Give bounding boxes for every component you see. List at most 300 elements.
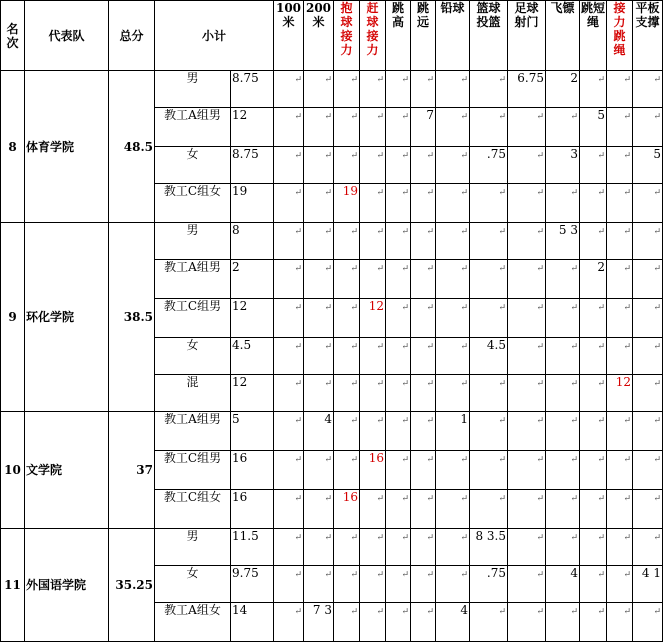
paragraph-mark-icon: ↵: [324, 112, 333, 122]
paragraph-mark-icon: ↵: [653, 379, 662, 389]
score-cell: [546, 451, 580, 490]
paragraph-mark-icon: ↵: [426, 533, 435, 543]
team-total: 35.25: [109, 529, 155, 642]
paragraph-mark-icon: ↵: [294, 494, 303, 504]
score-cell: [546, 71, 580, 108]
score-cell: [470, 603, 508, 642]
score-cell: [274, 108, 304, 147]
score-cell: [411, 223, 436, 260]
paragraph-mark-icon: ↵: [426, 379, 435, 389]
score-cell: [580, 260, 607, 299]
header-total: 总分: [109, 1, 155, 71]
header-event: 100米: [274, 1, 304, 71]
score-cell: [304, 529, 334, 566]
score-cell: [470, 451, 508, 490]
score-cell: [546, 338, 580, 375]
category-cell: 男: [155, 529, 231, 566]
score-value: 5: [653, 147, 662, 161]
score-cell: [546, 260, 580, 299]
score-cell: [580, 451, 607, 490]
score-value: 2: [570, 71, 579, 85]
score-cell: [633, 71, 663, 108]
score-cell: [274, 603, 304, 642]
score-cell: [386, 338, 411, 375]
team-name: 文学院: [25, 412, 109, 529]
score-cell: [607, 529, 633, 566]
paragraph-mark-icon: ↵: [460, 533, 469, 543]
score-cell: [304, 566, 334, 603]
score-cell: [334, 529, 360, 566]
paragraph-mark-icon: ↵: [350, 75, 359, 85]
paragraph-mark-icon: ↵: [376, 75, 385, 85]
score-value: 7: [426, 108, 435, 122]
paragraph-mark-icon: ↵: [376, 227, 385, 237]
paragraph-mark-icon: ↵: [350, 379, 359, 389]
header-rank: 名次: [1, 1, 25, 71]
score-cell: [436, 71, 470, 108]
score-cell: [607, 603, 633, 642]
paragraph-mark-icon: ↵: [653, 264, 662, 274]
score-cell: [274, 412, 304, 451]
header-event: 跳短绳: [580, 1, 607, 71]
score-cell: [508, 147, 546, 184]
paragraph-mark-icon: ↵: [623, 533, 632, 543]
paragraph-mark-icon: ↵: [653, 227, 662, 237]
paragraph-mark-icon: ↵: [350, 570, 359, 580]
paragraph-mark-icon: ↵: [350, 416, 359, 426]
score-cell: [470, 108, 508, 147]
paragraph-mark-icon: ↵: [426, 303, 435, 313]
paragraph-mark-icon: ↵: [653, 112, 662, 122]
score-cell: [304, 412, 334, 451]
subtotal-cell: 14: [231, 603, 274, 642]
score-cell: [546, 566, 580, 603]
score-cell: [274, 147, 304, 184]
paragraph-mark-icon: ↵: [597, 416, 606, 426]
score-value: 7 3: [312, 603, 333, 617]
score-value: 4.5: [486, 338, 507, 352]
subtotal-cell: 12: [231, 299, 274, 338]
paragraph-mark-icon: ↵: [570, 342, 579, 352]
paragraph-mark-icon: ↵: [460, 151, 469, 161]
score-cell: [470, 147, 508, 184]
paragraph-mark-icon: ↵: [570, 607, 579, 617]
paragraph-mark-icon: ↵: [498, 112, 507, 122]
score-cell: [633, 184, 663, 223]
score-cell: [274, 375, 304, 412]
header-event: 跳远: [411, 1, 436, 71]
score-cell: [304, 490, 334, 529]
score-cell: [633, 451, 663, 490]
score-cell: [304, 223, 334, 260]
paragraph-mark-icon: ↵: [498, 455, 507, 465]
table-row: [1, 529, 663, 566]
score-value: 16: [368, 451, 385, 465]
score-cell: [411, 529, 436, 566]
score-cell: [411, 566, 436, 603]
score-cell: [633, 375, 663, 412]
score-cell: [607, 223, 633, 260]
paragraph-mark-icon: ↵: [623, 342, 632, 352]
score-cell: [470, 299, 508, 338]
paragraph-mark-icon: ↵: [376, 379, 385, 389]
paragraph-mark-icon: ↵: [426, 416, 435, 426]
paragraph-mark-icon: ↵: [623, 188, 632, 198]
paragraph-mark-icon: ↵: [460, 303, 469, 313]
score-cell: [411, 260, 436, 299]
paragraph-mark-icon: ↵: [597, 342, 606, 352]
table-row: [1, 223, 663, 260]
score-cell: [360, 108, 386, 147]
score-cell: [360, 603, 386, 642]
score-cell: [274, 490, 304, 529]
score-cell: [274, 566, 304, 603]
paragraph-mark-icon: ↵: [426, 188, 435, 198]
score-cell: [304, 603, 334, 642]
score-cell: [304, 108, 334, 147]
subtotal-cell: 19: [231, 184, 274, 223]
paragraph-mark-icon: ↵: [324, 494, 333, 504]
score-cell: [470, 338, 508, 375]
score-cell: [607, 108, 633, 147]
paragraph-mark-icon: ↵: [597, 570, 606, 580]
team-name: 外国语学院: [25, 529, 109, 642]
score-cell: [411, 299, 436, 338]
category-cell: 教工C组男: [155, 299, 231, 338]
score-cell: [470, 223, 508, 260]
score-cell: [633, 299, 663, 338]
score-cell: [386, 412, 411, 451]
score-cell: [360, 260, 386, 299]
paragraph-mark-icon: ↵: [294, 227, 303, 237]
score-value: 6.75: [517, 71, 545, 85]
score-cell: [508, 529, 546, 566]
score-cell: [386, 603, 411, 642]
header-subtotal: 小计: [155, 1, 274, 71]
paragraph-mark-icon: ↵: [653, 494, 662, 504]
paragraph-mark-icon: ↵: [536, 533, 545, 543]
score-cell: [436, 184, 470, 223]
score-cell: [508, 184, 546, 223]
paragraph-mark-icon: ↵: [597, 533, 606, 543]
score-cell: [580, 184, 607, 223]
score-cell: [508, 71, 546, 108]
score-value: .75: [486, 566, 507, 580]
header-event: 接力跳绳: [607, 1, 633, 71]
paragraph-mark-icon: ↵: [653, 533, 662, 543]
score-cell: [411, 490, 436, 529]
subtotal-cell: 12: [231, 375, 274, 412]
paragraph-mark-icon: ↵: [401, 455, 410, 465]
score-value: .75: [486, 147, 507, 161]
score-cell: [274, 260, 304, 299]
paragraph-mark-icon: ↵: [401, 342, 410, 352]
score-cell: [386, 108, 411, 147]
paragraph-mark-icon: ↵: [460, 379, 469, 389]
score-cell: [607, 299, 633, 338]
category-cell: 教工C组女: [155, 490, 231, 529]
paragraph-mark-icon: ↵: [570, 188, 579, 198]
rank-cell: 9: [1, 223, 25, 412]
paragraph-mark-icon: ↵: [324, 188, 333, 198]
score-value: 12: [615, 375, 632, 389]
paragraph-mark-icon: ↵: [536, 151, 545, 161]
score-cell: [334, 375, 360, 412]
paragraph-mark-icon: ↵: [324, 570, 333, 580]
header-row: [1, 1, 663, 71]
paragraph-mark-icon: ↵: [294, 188, 303, 198]
paragraph-mark-icon: ↵: [376, 494, 385, 504]
score-cell: [633, 108, 663, 147]
paragraph-mark-icon: ↵: [460, 455, 469, 465]
score-cell: [274, 71, 304, 108]
category-cell: 教工A组男: [155, 108, 231, 147]
paragraph-mark-icon: ↵: [653, 188, 662, 198]
header-event: 飞镖: [546, 1, 580, 71]
paragraph-mark-icon: ↵: [376, 188, 385, 198]
score-cell: [633, 412, 663, 451]
score-cell: [274, 529, 304, 566]
paragraph-mark-icon: ↵: [376, 264, 385, 274]
score-cell: [508, 260, 546, 299]
score-cell: [633, 490, 663, 529]
paragraph-mark-icon: ↵: [460, 494, 469, 504]
score-cell: [436, 566, 470, 603]
subtotal-cell: 4.5: [231, 338, 274, 375]
paragraph-mark-icon: ↵: [460, 227, 469, 237]
paragraph-mark-icon: ↵: [460, 264, 469, 274]
score-value: 4: [460, 603, 469, 617]
team-total: 38.5: [109, 223, 155, 412]
category-cell: 教工A组女: [155, 603, 231, 642]
score-cell: [334, 71, 360, 108]
score-cell: [607, 260, 633, 299]
paragraph-mark-icon: ↵: [324, 342, 333, 352]
score-cell: [580, 603, 607, 642]
paragraph-mark-icon: ↵: [401, 188, 410, 198]
header-event: 200米: [304, 1, 334, 71]
score-cell: [508, 451, 546, 490]
paragraph-mark-icon: ↵: [376, 570, 385, 580]
paragraph-mark-icon: ↵: [401, 112, 410, 122]
score-cell: [508, 223, 546, 260]
paragraph-mark-icon: ↵: [376, 151, 385, 161]
score-value: 4: [570, 566, 579, 580]
score-cell: [386, 375, 411, 412]
paragraph-mark-icon: ↵: [401, 75, 410, 85]
score-cell: [334, 260, 360, 299]
paragraph-mark-icon: ↵: [498, 607, 507, 617]
score-cell: [508, 412, 546, 451]
score-cell: [334, 184, 360, 223]
paragraph-mark-icon: ↵: [597, 494, 606, 504]
paragraph-mark-icon: ↵: [376, 607, 385, 617]
score-cell: [546, 223, 580, 260]
category-cell: 教工A组男: [155, 260, 231, 299]
score-cell: [580, 529, 607, 566]
paragraph-mark-icon: ↵: [294, 75, 303, 85]
score-cell: [386, 490, 411, 529]
team-total: 48.5: [109, 71, 155, 223]
score-value: 2: [597, 260, 606, 274]
paragraph-mark-icon: ↵: [597, 75, 606, 85]
subtotal-cell: 2: [231, 260, 274, 299]
paragraph-mark-icon: ↵: [324, 227, 333, 237]
category-cell: 混: [155, 375, 231, 412]
paragraph-mark-icon: ↵: [653, 75, 662, 85]
score-cell: [274, 338, 304, 375]
score-cell: [546, 184, 580, 223]
score-cell: [386, 71, 411, 108]
score-cell: [386, 451, 411, 490]
score-cell: [546, 147, 580, 184]
paragraph-mark-icon: ↵: [653, 303, 662, 313]
score-cell: [633, 260, 663, 299]
paragraph-mark-icon: ↵: [294, 342, 303, 352]
team-name: 环化学院: [25, 223, 109, 412]
score-cell: [508, 566, 546, 603]
score-cell: [580, 338, 607, 375]
table-row: [1, 412, 663, 451]
score-cell: [607, 490, 633, 529]
score-cell: [607, 451, 633, 490]
paragraph-mark-icon: ↵: [623, 455, 632, 465]
paragraph-mark-icon: ↵: [350, 533, 359, 543]
score-cell: [436, 451, 470, 490]
score-value: 4 1: [641, 566, 662, 580]
score-cell: [508, 338, 546, 375]
paragraph-mark-icon: ↵: [294, 379, 303, 389]
paragraph-mark-icon: ↵: [623, 264, 632, 274]
score-cell: [508, 108, 546, 147]
paragraph-mark-icon: ↵: [623, 494, 632, 504]
score-cell: [334, 412, 360, 451]
category-cell: 教工C组男: [155, 451, 231, 490]
paragraph-mark-icon: ↵: [460, 75, 469, 85]
subtotal-cell: 8.75: [231, 71, 274, 108]
paragraph-mark-icon: ↵: [536, 607, 545, 617]
table-row: [1, 71, 663, 108]
score-cell: [633, 566, 663, 603]
score-cell: [304, 338, 334, 375]
score-cell: [334, 299, 360, 338]
score-cell: [304, 451, 334, 490]
score-cell: [386, 529, 411, 566]
score-value: 16: [342, 490, 359, 504]
header-event: 跳高: [386, 1, 411, 71]
subtotal-cell: 8: [231, 223, 274, 260]
score-cell: [334, 451, 360, 490]
team-name: 体育学院: [25, 71, 109, 223]
paragraph-mark-icon: ↵: [653, 607, 662, 617]
rank-cell: 10: [1, 412, 25, 529]
paragraph-mark-icon: ↵: [570, 494, 579, 504]
subtotal-cell: 5: [231, 412, 274, 451]
paragraph-mark-icon: ↵: [460, 112, 469, 122]
rank-cell: 8: [1, 71, 25, 223]
paragraph-mark-icon: ↵: [324, 75, 333, 85]
paragraph-mark-icon: ↵: [401, 151, 410, 161]
paragraph-mark-icon: ↵: [597, 379, 606, 389]
score-cell: [546, 108, 580, 147]
paragraph-mark-icon: ↵: [623, 607, 632, 617]
paragraph-mark-icon: ↵: [401, 570, 410, 580]
score-cell: [386, 299, 411, 338]
score-cell: [436, 375, 470, 412]
paragraph-mark-icon: ↵: [570, 379, 579, 389]
score-cell: [470, 566, 508, 603]
score-cell: [411, 451, 436, 490]
score-cell: [546, 299, 580, 338]
score-cell: [546, 412, 580, 451]
paragraph-mark-icon: ↵: [623, 75, 632, 85]
score-value: 5 3: [558, 223, 579, 237]
paragraph-mark-icon: ↵: [401, 416, 410, 426]
paragraph-mark-icon: ↵: [426, 264, 435, 274]
paragraph-mark-icon: ↵: [294, 455, 303, 465]
category-cell: 女: [155, 566, 231, 603]
paragraph-mark-icon: ↵: [294, 416, 303, 426]
paragraph-mark-icon: ↵: [294, 264, 303, 274]
score-cell: [360, 451, 386, 490]
paragraph-mark-icon: ↵: [460, 342, 469, 352]
paragraph-mark-icon: ↵: [536, 264, 545, 274]
paragraph-mark-icon: ↵: [324, 264, 333, 274]
score-cell: [360, 375, 386, 412]
score-value: 4: [324, 412, 333, 426]
paragraph-mark-icon: ↵: [426, 494, 435, 504]
paragraph-mark-icon: ↵: [597, 151, 606, 161]
score-cell: [633, 147, 663, 184]
score-cell: [633, 223, 663, 260]
score-cell: [436, 490, 470, 529]
score-cell: [386, 260, 411, 299]
score-cell: [334, 223, 360, 260]
score-cell: [386, 566, 411, 603]
score-cell: [508, 299, 546, 338]
score-cell: [470, 490, 508, 529]
paragraph-mark-icon: ↵: [426, 455, 435, 465]
paragraph-mark-icon: ↵: [498, 227, 507, 237]
score-cell: [546, 529, 580, 566]
paragraph-mark-icon: ↵: [350, 607, 359, 617]
paragraph-mark-icon: ↵: [536, 303, 545, 313]
score-cell: [436, 108, 470, 147]
paragraph-mark-icon: ↵: [426, 227, 435, 237]
paragraph-mark-icon: ↵: [498, 188, 507, 198]
score-cell: [304, 260, 334, 299]
score-cell: [607, 147, 633, 184]
score-cell: [580, 375, 607, 412]
score-cell: [304, 299, 334, 338]
paragraph-mark-icon: ↵: [460, 570, 469, 580]
score-cell: [334, 566, 360, 603]
paragraph-mark-icon: ↵: [623, 416, 632, 426]
paragraph-mark-icon: ↵: [653, 416, 662, 426]
score-value: 1: [460, 412, 469, 426]
paragraph-mark-icon: ↵: [597, 188, 606, 198]
paragraph-mark-icon: ↵: [324, 151, 333, 161]
score-cell: [436, 260, 470, 299]
header-event: 篮球投篮: [470, 1, 508, 71]
score-cell: [633, 338, 663, 375]
score-cell: [436, 223, 470, 260]
paragraph-mark-icon: ↵: [498, 416, 507, 426]
score-cell: [508, 375, 546, 412]
paragraph-mark-icon: ↵: [294, 303, 303, 313]
score-cell: [580, 71, 607, 108]
rank-cell: 11: [1, 529, 25, 642]
